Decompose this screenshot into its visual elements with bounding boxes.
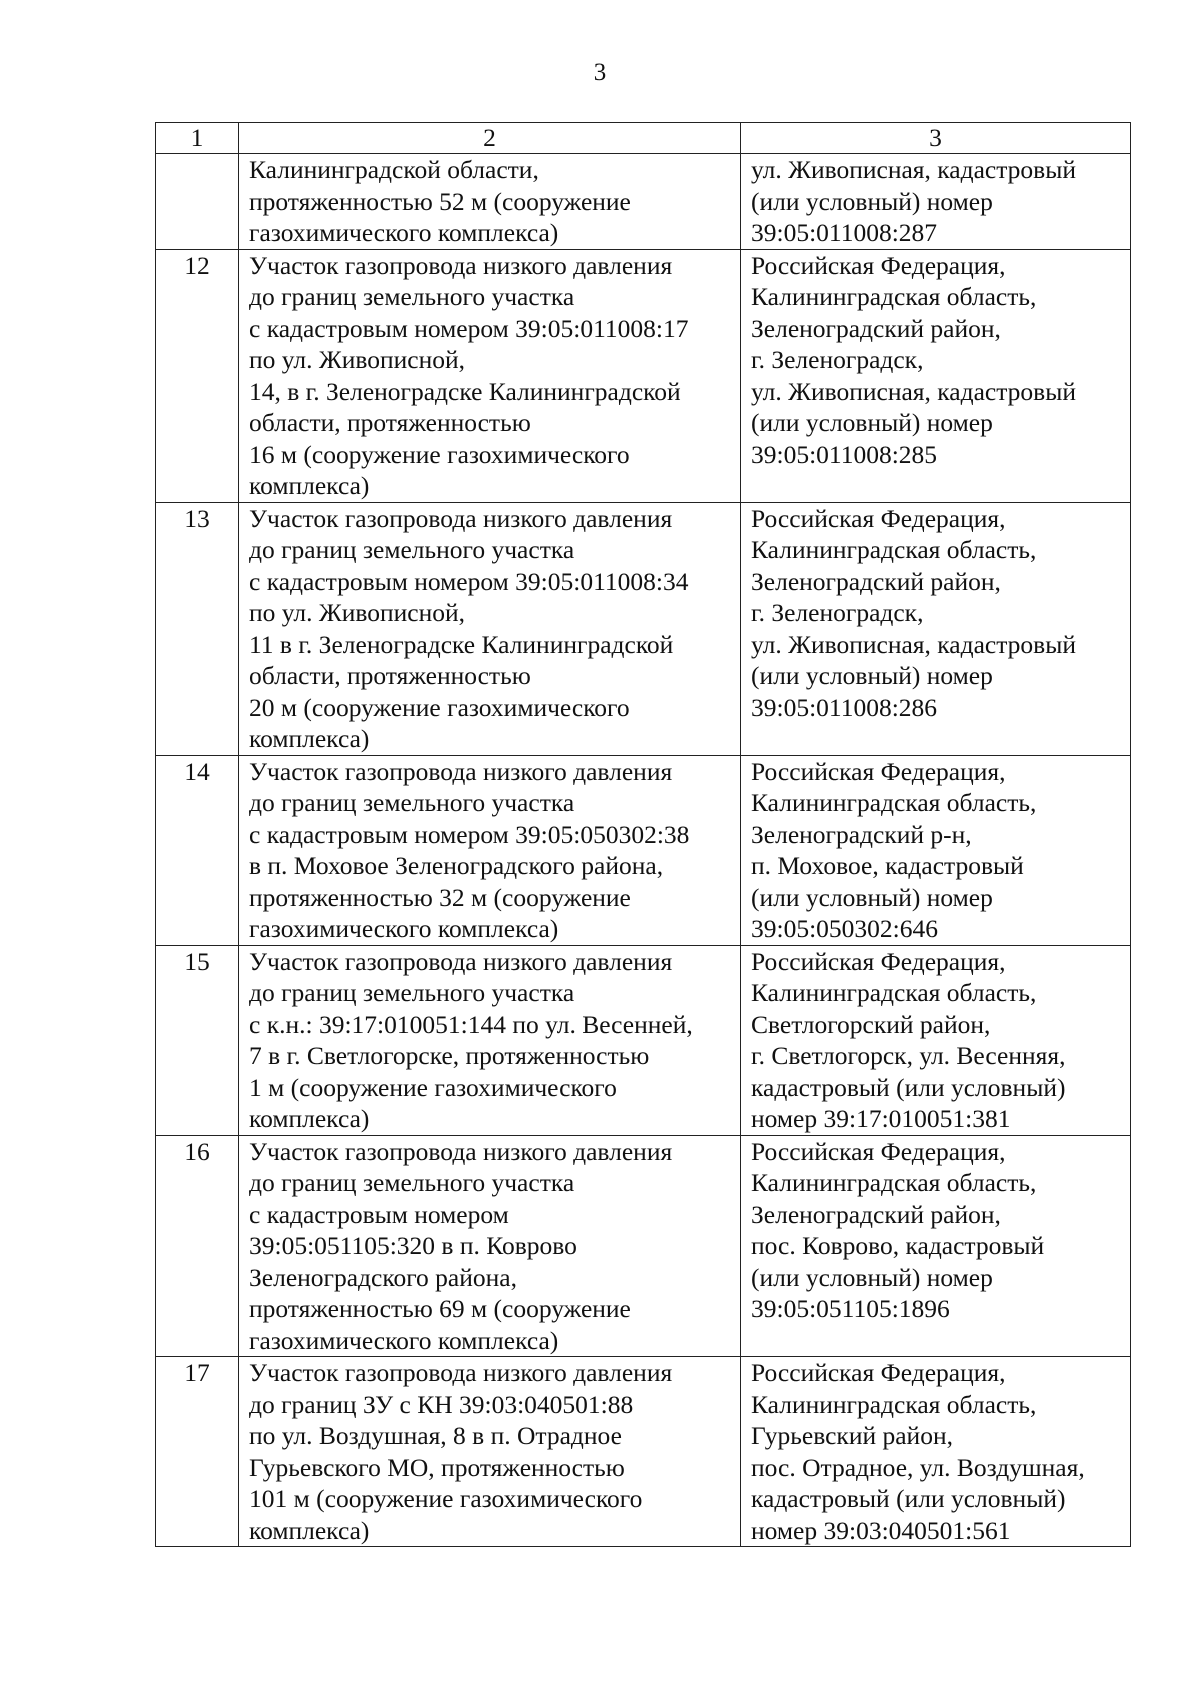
description-line: до границ земельного участка <box>249 282 575 311</box>
address-line: Российская Федерация, <box>751 756 1006 786</box>
object-description <box>239 945 741 1135</box>
address-line: г. Светлогорск, ул. Весенняя, <box>751 1041 1066 1070</box>
description-line: области, протяженностью <box>249 408 531 437</box>
table-row <box>156 755 1131 945</box>
address-line: п. Моховое, кадастровый <box>751 851 1024 880</box>
description-line: Участок газопровода низкого давления <box>249 503 673 533</box>
object-address <box>741 154 1131 250</box>
table-row <box>156 502 1131 755</box>
description-line: 7 в г. Светлогорске, протяженностью <box>249 1041 650 1070</box>
table-row <box>156 1135 1131 1357</box>
description-line: 20 м (сооружение газохимического <box>249 692 630 722</box>
table-row <box>156 154 1131 250</box>
description-line: области, протяженностью <box>249 661 531 690</box>
object-address <box>741 249 1131 502</box>
description-line: до границ земельного участка <box>249 535 575 564</box>
description-line: комплекса) <box>249 1104 370 1133</box>
row-number: 17 <box>156 1357 239 1547</box>
address-line: Зеленоградский район, <box>751 566 1001 596</box>
row-number: 13 <box>156 502 239 755</box>
column-header-2: 2 <box>239 123 741 154</box>
description-line: по ул. Живописной, <box>249 598 466 627</box>
description-line: протяженностью 52 м (сооружение <box>249 186 631 216</box>
object-address <box>741 945 1131 1135</box>
description-line: газохимического комплекса) <box>249 914 559 943</box>
description-line: 16 м (сооружение газохимического <box>249 439 630 469</box>
address-line: Калининградская область, <box>751 978 1037 1007</box>
description-line: 14, в г. Зеленоградске Калининградской <box>249 376 681 406</box>
address-line: Калининградская область, <box>751 788 1037 817</box>
address-line: Калининградская область, <box>751 1389 1037 1419</box>
description-line: Зеленоградского района, <box>249 1262 517 1292</box>
address-line: номер 39:17:010051:381 <box>751 1104 1011 1133</box>
address-line: кадастровый (или условный) <box>751 1484 1066 1513</box>
description-line: по ул. Воздушная, 8 в п. Отрадное <box>249 1421 622 1450</box>
address-line: пос. Коврово, кадастровый <box>751 1231 1045 1260</box>
address-line: Зеленоградский район, <box>751 1199 1001 1229</box>
address-line: Калининградская область, <box>751 282 1037 311</box>
address-line: Российская Федерация, <box>751 946 1006 976</box>
description-line: Калининградской области, <box>249 155 539 184</box>
description-line: до границ земельного участка <box>249 788 575 817</box>
description-line: 39:05:051105:320 в п. Коврово <box>249 1231 577 1260</box>
address-line: Гурьевский район, <box>751 1421 953 1450</box>
description-line: комплекса) <box>249 1515 370 1545</box>
description-line: газохимического комплекса) <box>249 1325 559 1355</box>
column-header-1: 1 <box>156 123 239 154</box>
address-line: Светлогорский район, <box>751 1009 991 1039</box>
address-line: Зеленоградский р-н, <box>751 819 972 849</box>
address-line: (или условный) номер <box>751 882 993 912</box>
description-line: с к.н.: 39:17:010051:144 по ул. Весенней, <box>249 1009 693 1039</box>
row-number <box>156 154 239 250</box>
description-line: по ул. Живописной, <box>249 345 466 374</box>
address-line: 39:05:011008:286 <box>751 692 938 722</box>
description-line: протяженностью 32 м (сооружение <box>249 882 631 912</box>
description-line: протяженностью 69 м (сооружение <box>249 1294 631 1323</box>
address-line: Российская Федерация, <box>751 250 1006 280</box>
object-description <box>239 502 741 755</box>
description-line: 1 м (сооружение газохимического <box>249 1072 617 1102</box>
description-line: комплекса) <box>249 471 370 500</box>
address-line: Калининградская область, <box>751 1168 1037 1197</box>
description-line: Участок газопровода низкого давления <box>249 1136 673 1166</box>
address-line: ул. Живописная, кадастровый <box>751 629 1076 659</box>
object-address <box>741 755 1131 945</box>
address-line: (или условный) номер <box>751 661 993 690</box>
object-description <box>239 755 741 945</box>
table-row <box>156 1357 1131 1547</box>
address-line: (или условный) номер <box>751 1262 993 1292</box>
address-line: 39:05:011008:287 <box>751 218 938 247</box>
row-number: 15 <box>156 945 239 1135</box>
address-line: Российская Федерация, <box>751 1358 1006 1387</box>
address-line: кадастровый (или условный) <box>751 1072 1066 1102</box>
address-line: г. Зеленоградск, <box>751 598 924 627</box>
address-line: 39:05:011008:285 <box>751 439 938 469</box>
description-line: с кадастровым номером 39:05:050302:38 <box>249 819 690 849</box>
address-line: 39:05:050302:646 <box>751 914 939 943</box>
header-row <box>156 123 1131 154</box>
address-line: номер 39:03:040501:561 <box>751 1515 1011 1545</box>
description-line: комплекса) <box>249 724 370 753</box>
row-number: 16 <box>156 1135 239 1357</box>
address-line: ул. Живописная, кадастровый <box>751 155 1076 184</box>
object-address <box>741 1357 1131 1547</box>
object-description <box>239 154 741 250</box>
description-line: с кадастровым номером <box>249 1199 509 1229</box>
address-line: Российская Федерация, <box>751 503 1006 533</box>
address-line: Российская Федерация, <box>751 1136 1006 1166</box>
description-line: до границ земельного участка <box>249 978 575 1007</box>
address-line: г. Зеленоградск, <box>751 345 924 374</box>
description-line: до границ ЗУ с КН 39:03:040501:88 <box>249 1389 634 1419</box>
description-line: газохимического комплекса) <box>249 218 559 247</box>
description-line: Участок газопровода низкого давления <box>249 946 673 976</box>
description-line: Участок газопровода низкого давления <box>249 1358 673 1387</box>
address-line: Зеленоградский район, <box>751 313 1001 343</box>
description-line: с кадастровым номером 39:05:011008:17 <box>249 313 689 343</box>
description-line: 11 в г. Зеленоградске Калининградской <box>249 629 674 659</box>
object-address <box>741 502 1131 755</box>
column-header-3: 3 <box>741 123 1131 154</box>
table-header <box>156 123 1131 154</box>
object-description <box>239 1357 741 1547</box>
description-line: до границ земельного участка <box>249 1168 575 1197</box>
address-line: ул. Живописная, кадастровый <box>751 376 1076 406</box>
table-row <box>156 945 1131 1135</box>
object-description <box>239 1135 741 1357</box>
address-line: Калининградская область, <box>751 535 1037 564</box>
address-line: (или условный) номер <box>751 186 993 216</box>
description-line: Участок газопровода низкого давления <box>249 250 673 280</box>
table-row <box>156 249 1131 502</box>
description-line: с кадастровым номером 39:05:011008:34 <box>249 566 689 596</box>
object-description <box>239 249 741 502</box>
description-line: в п. Моховое Зеленоградского района, <box>249 851 664 880</box>
registry-table <box>155 122 1131 1547</box>
description-line: Гурьевского МО, протяженностью <box>249 1452 625 1482</box>
description-line: 101 м (сооружение газохимического <box>249 1484 643 1513</box>
row-number: 14 <box>156 755 239 945</box>
description-line: Участок газопровода низкого давления <box>249 756 673 786</box>
address-line: (или условный) номер <box>751 408 993 437</box>
address-line: пос. Отрадное, ул. Воздушная, <box>751 1452 1085 1482</box>
page-number: 3 <box>593 59 607 86</box>
table-body <box>156 154 1131 1547</box>
object-address <box>741 1135 1131 1357</box>
address-line: 39:05:051105:1896 <box>751 1294 950 1323</box>
row-number: 12 <box>156 249 239 502</box>
